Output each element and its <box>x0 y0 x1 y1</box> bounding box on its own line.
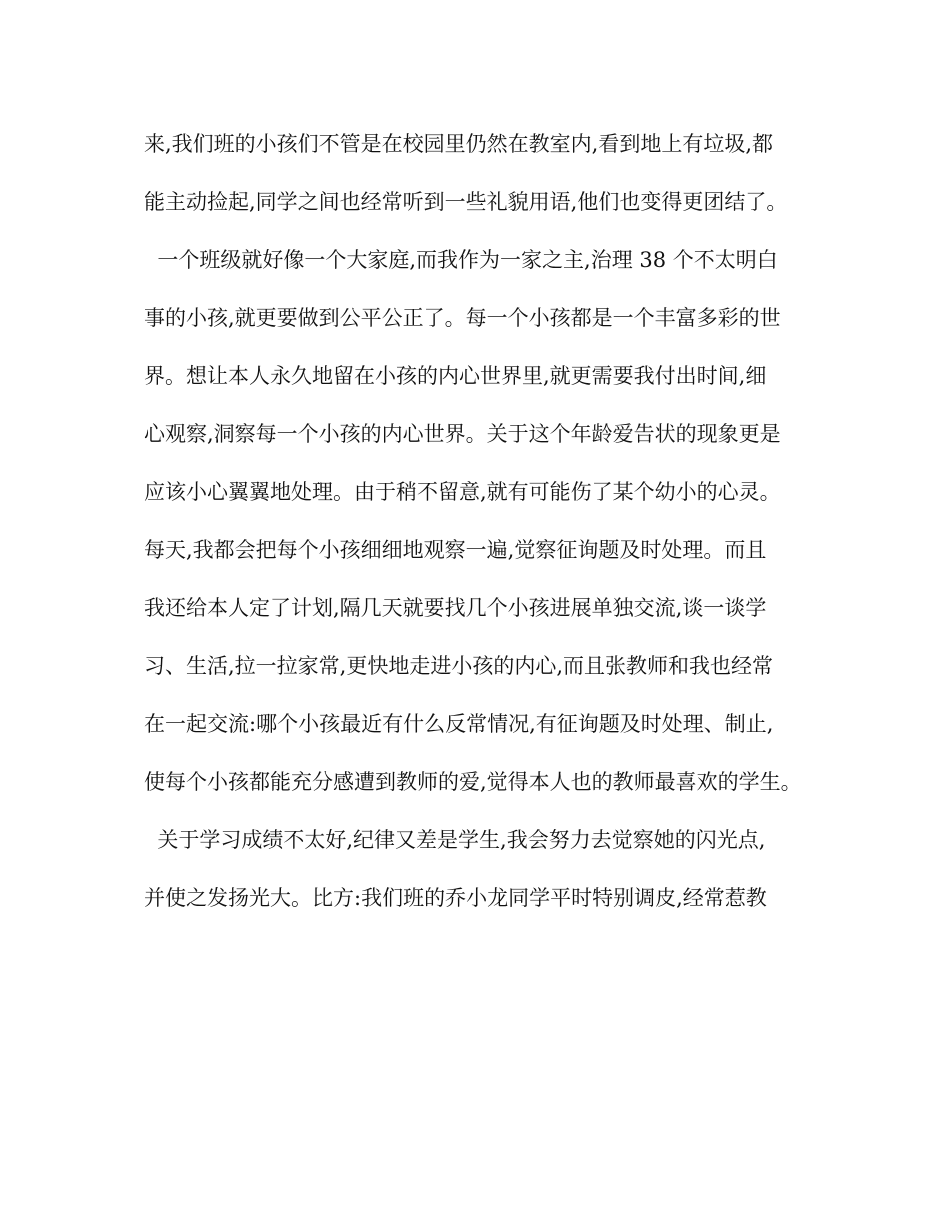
text-line: 事的小孩,就更要做到公平公正了。每一个小孩都是一个丰富多彩的世 <box>144 306 781 330</box>
text-line: 心观察,洞察每一个小孩的内心世界。关于这个年龄爱告状的现象更是 <box>144 422 781 446</box>
text-line: 来,我们班的小孩们不管是在校园里仍然在教室内,看到地上有垃圾,都 <box>144 132 774 156</box>
text-line: 关于学习成绩不太好,纪律又差是学生,我会努力去觉察她的闪光点, <box>144 828 766 852</box>
text-line: 我还给本人定了计划,隔几天就要找几个小孩进展单独交流,谈一谈学 <box>144 596 767 620</box>
text-line: 并使之发扬光大。比方:我们班的乔小龙同学平时特别调皮,经常惹教 <box>144 886 767 910</box>
text-line: 一个班级就好像一个大家庭,而我作为一家之主,治理 38 个不太明白 <box>144 248 778 272</box>
document-body <box>144 121 834 933</box>
text-line: 在一起交流:哪个小孩最近有什么反常情况,有征询题及时处理、制止, <box>144 712 774 736</box>
text-line: 界。想让本人永久地留在小孩的内心世界里,就更需要我付出时间,细 <box>144 364 767 388</box>
text-line: 每天,我都会把每个小孩细细地观察一遍,觉察征询题及时处理。而且 <box>144 538 767 562</box>
text-line: 使每个小孩都能充分感遭到教师的爱,觉得本人也的教师最喜欢的学生。 <box>144 770 802 794</box>
text-line: 能主动捡起,同学之间也经常听到一些礼貌用语,他们也变得更团结了。 <box>144 190 788 214</box>
text-line: 应该小心翼翼地处理。由于稍不留意,就有可能伤了某个幼小的心灵。 <box>144 480 781 504</box>
text-line: 习、生活,拉一拉家常,更快地走进小孩的内心,而且张教师和我也经常 <box>144 654 774 678</box>
